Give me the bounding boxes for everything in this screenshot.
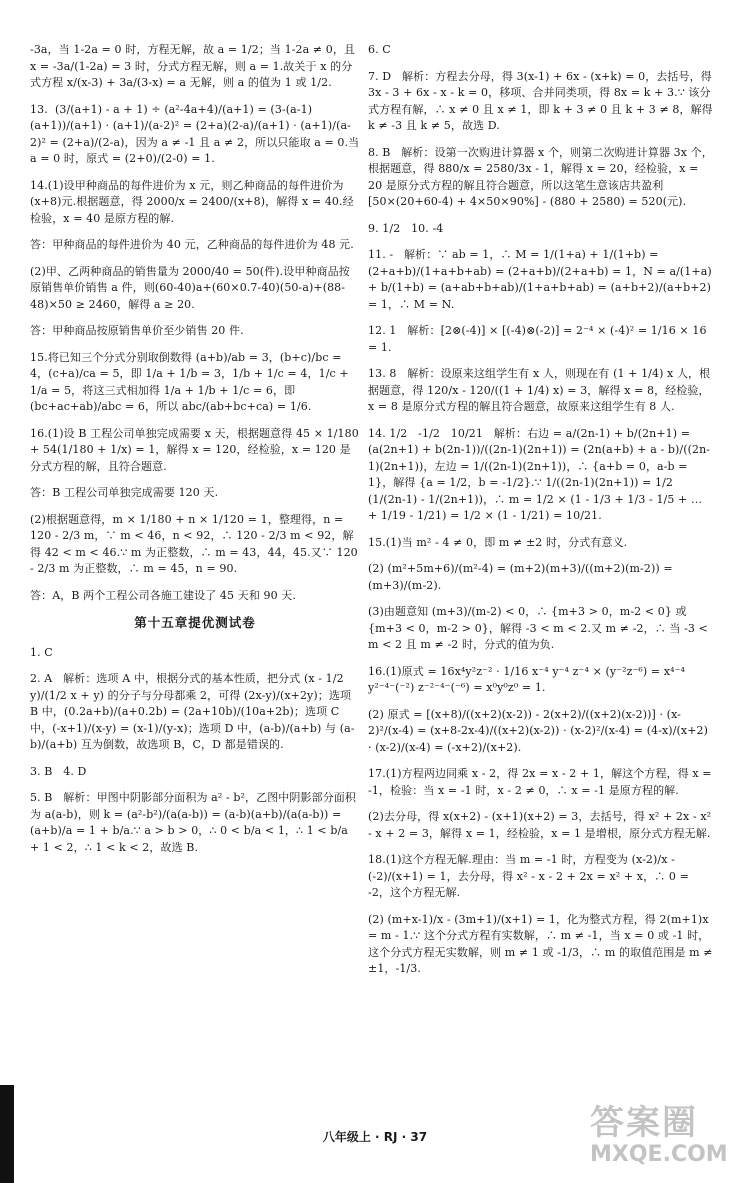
answer-line: 3. B 4. D: [30, 764, 87, 778]
answer-line: 14.(1)设甲种商品的每件进价为 x 元，则乙种商品的每件进价为(x+8)元.根据题意，得 2000/x = 2400/(x+8)，解得 x = 40.经检验，x = 40 是原方程的解.: [30, 178, 354, 225]
section-title: 第十五章提优测试卷: [134, 615, 256, 630]
answer-line: (2) 原式 = [(x+8)/((x+2)(x-2)) - 2(x+2)/((x+2)(x-2))] · (x-2)²/(x-4) = (x+8-2x-4)/((x+2)(x-2)) · (x-2)²/(x-4) = (4-x)/(x+2) · (x-2)/(x-4) = (-x+2)/(x+2).: [368, 707, 712, 754]
watermark-top: 答案圈: [590, 1103, 698, 1143]
left-column: [30, 42, 363, 866]
answer-line: -3a，当 1-2a = 0 时，方程无解，故 a = 1/2；当 1-2a ≠ 0，且 x = -3a/(1-2a) = 3 时，分式方程无解，则 a = 1.故关于 x 的分式方程 x/(x-3) + 3a/(3-x) = a 无解，则 a 的值为 1 或 1/2.: [30, 43, 359, 89]
right-column: [368, 42, 717, 988]
answer-line: (3)由题意知 (m+3)/(m-2) < 0，∴ {m+3 > 0，m-2 < 0} 或 {m+3 < 0，m-2 > 0}，解得 -3 < m < 2.又 m ≠ -2，∴ 当 -3 < m < 2 且 m ≠ -2 时，分式的值为负.: [368, 605, 712, 651]
watermark-bottom: MXQE.COM: [590, 1142, 728, 1167]
answer-line: 12. 1 解析：[2⊗(-4)] × [(-4)⊗(-2)] = 2⁻⁴ × (-4)² = 1/16 × 16 = 1.: [368, 324, 711, 354]
answer-line: 15.(1)当 m² - 4 ≠ 0，即 m ≠ ±2 时，分式有意义.: [368, 535, 628, 549]
answer-line: 答：甲种商品按原销售单价至少销售 20 件.: [30, 324, 244, 337]
answer-line: 15.将已知三个分式分别取倒数得 (a+b)/ab = 3，(b+c)/bc = 4，(c+a)/ca = 5，即 1/a + 1/b = 3，1/b + 1/c = 4，1/c + 1/a = 5，将这三式相加得 1/a + 1/b + 1/c = 6，即 (bc+ac+ab)/abc = 6，所以 abc/(ab+bc+ca) = 1/6.: [30, 350, 353, 413]
answer-line: 16.(1)设 B 工程公司单独完成需要 x 天，根据题意得 45 × 1/180 + 54(1/180 + 1/x) = 1，解得 x = 120，经检验，x = 120 是分式方程的解，且符合题意.: [30, 426, 363, 473]
answer-line: 7. D 解析：方程去分母，得 3(x-1) + 6x - (x+k) = 0，去括号，得 3x - 3 + 6x - x - k = 0，移项、合并同类项，得 8x = k + 3.∵ 该分式方程有解，∴ x ≠ 0 且 x ≠ 1，即 k + 3 ≠ 0 且 k + 3 ≠ 8，解得 k ≠ -3 且 k ≠ 5，故选 D.: [368, 69, 717, 132]
left-edge-bar: [0, 1085, 14, 1183]
answer-line: 1. C: [30, 645, 53, 659]
answer-line: (2)甲、乙两种商品的销售量为 2000/40 = 50(件).设甲种商品按原销售单价销售 a 件，则(60-40)a+(60×0.7-40)(50-a)+(88-48)×50 ≥ 2460，解得 a ≥ 20.: [30, 264, 350, 311]
answer-line: 11. - 解析：∵ ab = 1，∴ M = 1/(1+a) + 1/(1+b) = (2+a+b)/(1+a+b+ab) = (2+a+b)/(2+a+b) = 1，N = a/(1+a) + b/(1+b) = (a+ab+b+ab)/(1+a+b+ab) = (a+b+2)/(a+b+2) = 1，∴ M = N.: [368, 248, 716, 311]
answer-line: 答：B 工程公司单独完成需要 120 天.: [30, 486, 219, 499]
answer-line: 6. C: [368, 43, 391, 56]
page-footer: 八年级上 · RJ · 37: [322, 1130, 428, 1144]
answer-line: (2)根据题意得，m × 1/180 + n × 1/120 = 1，整理得，n = 120 - 2/3 m，∵ m < 46，n < 92，∴ 120 - 2/3 m < 92，解得 42 < m < 46.∵ m 为正整数，∴ m = 43，44，45.又∵ 120 - 2/3 m 为正整数，∴ m = 45，n = 90.: [30, 512, 362, 575]
answer-line: 8. B 解析：设第一次购进计算器 x 个，则第二次购进计算器 3x 个，根据题意，得 880/x = 2580/3x - 1，解得 x = 20，经检验，x = 20 是原分式方程的解且符合题意，所以这笔生意该店共盈利 [50×(20+60-4) + 4×50×90%] - (880 + 2580) = 520(元).: [368, 145, 713, 208]
answer-line: (2)去分母，得 x(x+2) - (x+1)(x+2) = 3，去括号，得 x² + 2x - x² - x + 2 = 3，解得 x = 1，经检验，x = 1 是增根，原分式方程无解.: [368, 810, 715, 840]
answer-line: 答：A，B 两个工程公司各施工建设了 45 天和 90 天.: [30, 588, 296, 602]
answer-line: 14. 1/2 -1/2 10/21 解析：右边 = a/(2n-1) + b/(2n+1) = (a(2n+1) + b(2n-1))/((2n-1)(2n+1)) = (2n(a+b) + a - b)/((2n-1)(2n+1))，左边 = 1/((2n-1)(2n+1))，∴ {a+b = 0，a-b = 1}，解得 {a = 1/2，b = -1/2}.∵ 1/((2n-1)(2n+1)) = 1/2 (1/(2n-1) - 1/(2n+1))，∴ m = 1/2 × (1 - 1/3 + 1/3 - 1/5 + … + 1/19 - 1/21) = 1/2 × (1 - 1/21) = 10/21.: [368, 426, 711, 522]
answer-line: (2) (m²+5m+6)/(m²-4) = (m+2)(m+3)/((m+2)(m-2)) = (m+3)/(m-2).: [368, 562, 677, 592]
site-watermark-logo: [590, 1103, 740, 1171]
answer-line: 13. (3/(a+1) - a + 1) ÷ (a²-4a+4)/(a+1) = (3-(a-1)(a+1))/(a+1) · (a+1)/(a-2)² = (2+a)(2-a)/(a+1) · (a+1)/(a-2)² = (2+a)/(2-a)，因为 a ≠ -1 且 a ≠ 2，所以只能取 a = 0.当 a = 0 时，原式 = (2+0)/(2-0) = 1.: [30, 102, 363, 165]
answer-line: 答：甲种商品的每件进价为 40 元，乙种商品的每件进价为 48 元.: [30, 238, 354, 251]
answer-line: 9. 1/2 10. -4: [368, 221, 444, 235]
answer-line: 2. A 解析：选项 A 中，根据分式的基本性质，把分式 (x - 1/2 y)/(1/2 x + y) 的分子与分母都乘 2，可得 (2x-y)/(x+2y)；选项 B 中，(0.2a+b)/(a+0.2b) = (2a+10b)/(10a+2b)；选项 C 中，(-x+1)/(x-y) = (x-1)/(y-x)；选项 D 中，(a-b)/(a+b) 与 (a-b)/(a+b) 互为倒数，故选项 B，C，D 都是错误的.: [30, 672, 355, 752]
answer-line: 16.(1)原式 = 16x⁴y²z⁻² · 1/16 x⁻⁴ y⁻⁴ z⁻⁴ × (y⁻²z⁻⁶) = x⁴⁻⁴ y²⁻⁴⁻(⁻²) z⁻²⁻⁴⁻(⁻⁶) = x⁰y⁰z⁰ = 1.: [368, 664, 689, 694]
answer-line: 5. B 解析：甲图中阴影部分面积为 a² - b²，乙图中阴影部分面积为 a(a-b)，则 k = (a²-b²)/(a(a-b)) = (a-b)(a+b)/(a(a-b)) = (a+b)/a = 1 + b/a.∵ a > b > 0，∴ 0 < b/a < 1，∴ 1 < b/a + 1 < 2，∴ 1 < k < 2，故选 B.: [30, 791, 356, 854]
answer-line: (2) (m+x-1)/x - (3m+1)/(x+1) = 1，化为整式方程，得 2(m+1)x = m - 1.∵ 这个分式方程有实数解，∴ m ≠ -1，当 x = 0 或 -1 时，这个分式方程无实数解，则 m ≠ 1 或 -1/3，∴ m 的取值范围是 m ≠ ±1，-1/3.: [368, 912, 717, 975]
answer-line: 17.(1)方程两边同乘 x - 2，得 2x = x - 2 + 1，解这个方程，得 x = -1，检验：当 x = -1 时，x - 2 ≠ 0，∴ x = -1 是原方程的解.: [368, 767, 716, 797]
answer-line: 18.(1)这个方程无解.理由：当 m = -1 时，方程变为 (x-2)/x - (-2)/(x+1) = 1，去分母，得 x² - x - 2 + 2x = x² + x，∴ 0 = -2，这个方程无解.: [368, 853, 693, 899]
answer-line: 13. 8 解析：设原来这组学生有 x 人，则现在有 (1 + 1/4) x 人，根据题意，得 120/x - 120/((1 + 1/4) x) = 3，解得 x = 8，经检验，x = 8 是原分式方程的解且符合题意，故原来这组学生有 8 人.: [368, 367, 711, 413]
